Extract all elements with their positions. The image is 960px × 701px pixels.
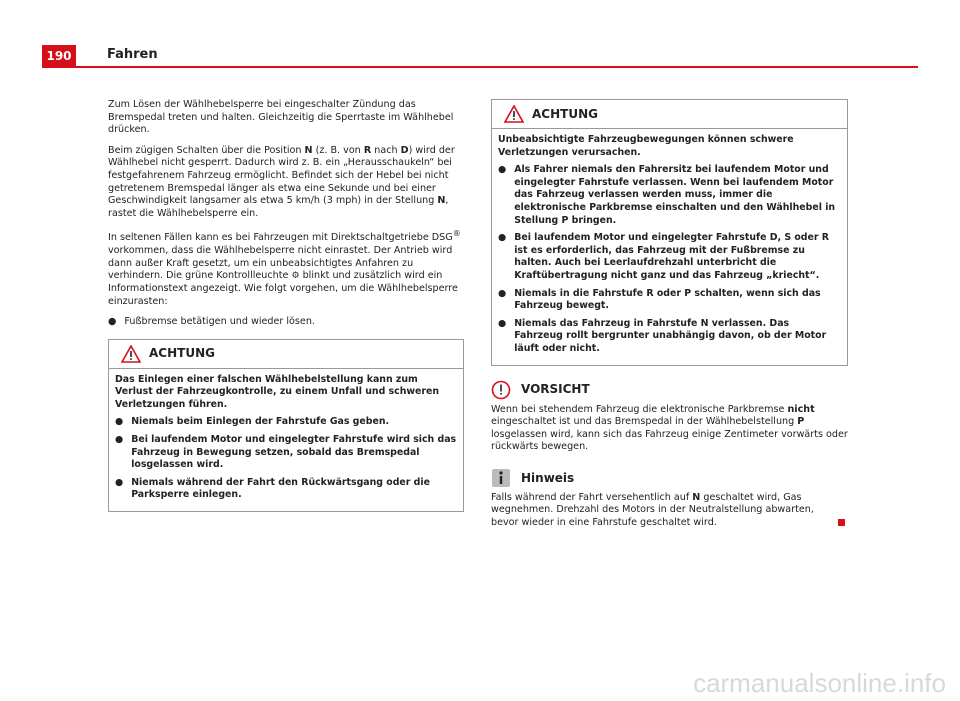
bullet-icon: ● [498, 164, 507, 176]
bullet-icon: ● [115, 416, 124, 428]
list-item-text: Fußbremse betätigen und wieder lösen. [124, 316, 315, 328]
bullet-icon: ● [498, 317, 507, 329]
caution-header [491, 380, 848, 400]
caution-title: VORSICHT [521, 382, 590, 397]
text: nicht [787, 403, 815, 415]
list-item [498, 164, 841, 227]
list-item [498, 288, 841, 313]
warning-body [109, 369, 463, 511]
text: Falls während der Fahrt versehentlich auf [491, 491, 693, 503]
caution-icon [491, 380, 511, 400]
bullet-icon: ● [498, 232, 507, 244]
text: eingeschaltet ist und das Bremspedal in der Wählhebelstellung [491, 416, 798, 428]
warning-box-left [108, 339, 464, 512]
left-column [108, 99, 464, 512]
right-column [491, 99, 848, 538]
list-item [115, 477, 457, 502]
note-text [491, 492, 848, 530]
control-light-icon: ⚙ [291, 271, 300, 282]
paragraph-dsg [108, 228, 464, 308]
list-item-text: Niemals in die Fahrstufe R oder P schalten, wenn sich das Fahrzeug bewegt. [514, 287, 821, 312]
list-item-text: Als Fahrer niemals den Fahrersitz bei laufendem Motor und eingelegter Fahrstufe verlassen. Wenn bei laufendem Motor das Fahrzeug verlassen werden muss, immer die elektronische Parkbremse einschalten und den Wählhebel in Stellung P bringen. [514, 164, 836, 226]
text: (z. B. von [312, 144, 364, 156]
warning-title: ACHTUNG [532, 106, 598, 121]
text: losgelassen wird, kann sich das Fahrzeug einige Zentimeter vorwärts oder rückwärts bewegen. [491, 428, 848, 453]
note-title: Hinweis [521, 470, 575, 485]
bullet-icon: ● [108, 316, 117, 328]
warning-triangle-icon [121, 345, 141, 363]
page-number: 190 [42, 45, 76, 67]
text: vorkommen, dass die Wählhebelsperre nicht einrastet. Der Antrieb wird dann außer Kraft gesetzt, um ein unbeabsichtigtes Anfahren zu verhindern. Die grüne Kontrollleuchte [108, 245, 453, 282]
warning-box-right [491, 99, 848, 366]
list-item [115, 434, 457, 472]
watermark: carmanualsonline.info [693, 668, 946, 698]
warning-title: ACHTUNG [149, 346, 215, 361]
list-item [498, 232, 841, 282]
warning-body [492, 129, 847, 365]
gear-d: D [400, 144, 409, 156]
text: Beim zügigen Schalten über die Position [108, 144, 305, 156]
list-item-text: Niemals während der Fahrt den Rückwärtsgang oder die Parksperre einlegen. [131, 476, 430, 501]
warning-intro: Unbeabsichtigte Fahrzeugbewegungen können schwere Verletzungen verursachen. [498, 134, 794, 158]
gear-n: N [437, 195, 446, 207]
text: geschaltet wird, Gas wegnehmen. Drehzahl des Motors in der Neutralstellung abwarten, bevor wieder in eine Fahrstufe geschaltet wird. [491, 491, 814, 529]
gear-p: P [797, 416, 805, 428]
text: blinkt und zusätzlich wird ein Informationstext angezeigt. Wie folgt vorgehen, um die Wählhebelsperre einzurasten: [108, 270, 458, 307]
list-item [498, 318, 841, 356]
list-item [108, 316, 464, 329]
registered-mark: ® [452, 229, 461, 239]
text: nach [371, 144, 401, 156]
caution-text [491, 404, 848, 454]
bullet-icon: ● [115, 434, 124, 446]
paragraph-unlock: Zum Lösen der Wählhebelsperre bei eingeschalter Zündung das Bremspedal treten und halten. Gleichzeitig die Sperrtaste im Wählhebel drücken. [108, 99, 454, 136]
list-item-text: Bei laufendem Motor und eingelegter Fahrstufe wird sich das Fahrzeug in Bewegung setzen, sobald das Bremspedal losgelassen wird. [131, 434, 457, 471]
text: Wenn bei stehendem Fahrzeug die elektronische Parkbremse [491, 403, 788, 415]
list-item-text: Niemals das Fahrzeug in Fahrstufe N verlassen. Das Fahrzeug rollt bergrunter unabhängig davon, ob der Motor läuft oder nicht. [514, 317, 827, 354]
warning-intro: Das Einlegen einer falschen Wählhebelstellung kann zum Verlust der Fahrzeugkontrolle, zu einem Unfall und schweren Verletzungen führen. [115, 373, 440, 410]
list-item-text: Bei laufendem Motor und eingelegter Fahrstufe D, S oder R ist es erforderlich, das Fahrzeug mit der Fußbremse zu halten. Auch bei Leerlaufdrehzahl unterbricht die Kraftübertragung nicht ganz und das Fahrzeug „kriecht“. [514, 232, 829, 281]
text: ) wird der Wählhebel nicht gesperrt. Dadurch wird z. B. ein „Herausschaukeln“ bei festgefahrenem Fahrzeug ermöglicht. Befindet sich der Hebel bei nicht getretenem Bremspedal länger als etwa eine Sekunde und bei einer Geschwindigkeit langsamer als etwa 5 km/h (3 mph) in der Stellung [108, 144, 455, 207]
chapter-title: Fahren [107, 47, 158, 62]
text: , rastet die Wählhebelsperre ein. [108, 195, 449, 219]
gear-r: R [363, 144, 372, 156]
list-item [115, 416, 457, 429]
bullet-icon: ● [498, 287, 507, 299]
warning-header [492, 100, 847, 129]
paragraph-fast-shift [108, 145, 464, 221]
warning-triangle-icon [504, 105, 524, 123]
gear-n: N [692, 491, 701, 503]
text: In seltenen Fällen kann es bei Fahrzeugen mit Direktschaltgetriebe DSG [108, 232, 453, 244]
list-item-text: Niemals beim Einlegen der Fahrstufe Gas geben. [131, 416, 390, 428]
bullet-icon: ● [115, 476, 124, 488]
info-icon [491, 468, 511, 488]
note-header [491, 468, 848, 488]
warning-header [109, 340, 463, 369]
header-rule [42, 66, 918, 68]
section-end-marker [838, 519, 845, 526]
gear-n: N [304, 144, 313, 156]
